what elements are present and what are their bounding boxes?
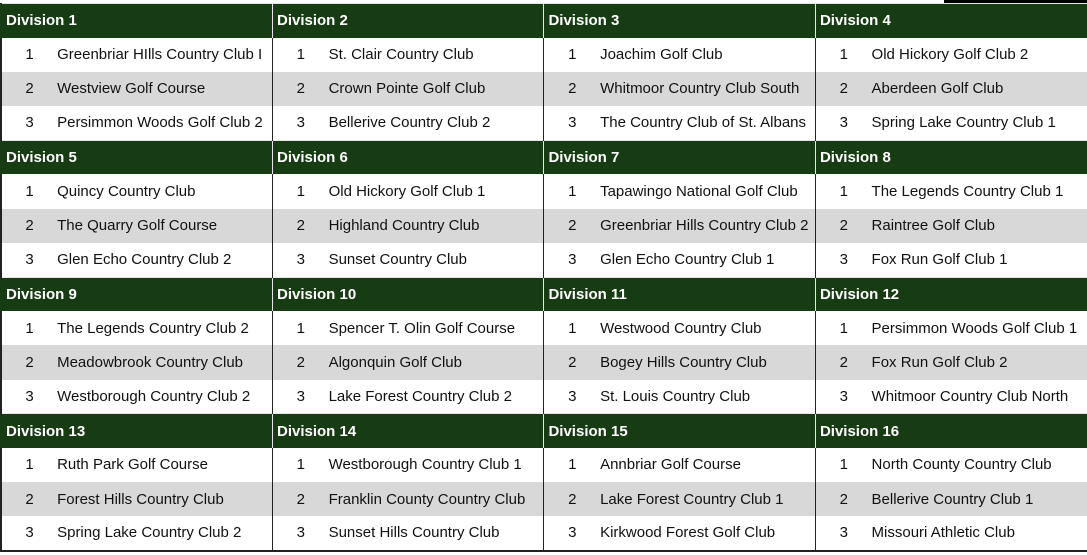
division-title: Division 9 <box>1 277 272 311</box>
rank-cell: 2 <box>815 345 868 379</box>
club-cell: Aberdeen Golf Club <box>869 72 1087 106</box>
rank-cell: 1 <box>544 311 597 345</box>
club-cell: Highland Country Club <box>326 209 544 243</box>
division-header-row <box>1 414 1087 448</box>
club-cell: Bogey Hills Country Club <box>597 345 815 379</box>
rank-cell: 3 <box>544 243 597 277</box>
division-title: Division 10 <box>272 277 543 311</box>
club-cell: Greenbriar Hills Country Club 2 <box>597 209 815 243</box>
club-cell: Greenbriar HIlls Country Club I <box>57 46 263 64</box>
rank-cell: 2 <box>272 482 325 516</box>
rank-cell: 3 <box>272 243 325 277</box>
club-cell: Spring Lake Country Club 2 <box>54 516 272 550</box>
division-header-row <box>1 277 1087 311</box>
club-cell: Bellerive Country Club 1 <box>869 482 1087 516</box>
club-cell: Quincy Country Club <box>57 182 196 200</box>
rank-cell: 3 <box>544 106 597 140</box>
table-row <box>1 174 1087 208</box>
club-cell: Old Hickory Golf Club 2 <box>871 46 1029 64</box>
club-cell: Westview Golf Course <box>54 72 272 106</box>
rank-cell: 2 <box>1 345 54 379</box>
division-title: Division 6 <box>272 140 543 174</box>
rank-cell: 3 <box>272 516 325 550</box>
rank-cell: 1 <box>815 174 868 208</box>
division-header-row <box>1 140 1087 174</box>
club-cell: Sunset Country Club <box>328 251 467 269</box>
rank-cell: 1 <box>544 448 597 482</box>
table-row <box>1 345 1087 379</box>
club-cell: Persimmon Woods Golf Club 1 <box>871 319 1078 337</box>
club-cell: Persimmon Woods Golf Club 2 <box>57 114 263 132</box>
division-title: Division 5 <box>1 140 272 174</box>
club-cell: Bellerive Country Club 2 <box>328 114 491 132</box>
rank-cell: 3 <box>815 243 868 277</box>
rank-cell: 1 <box>272 448 325 482</box>
rank-cell: 1 <box>272 174 325 208</box>
club-cell: North County Country Club <box>871 456 1052 474</box>
table-row <box>1 106 1087 140</box>
rank-cell: 3 <box>272 380 325 414</box>
club-cell: Westwood Country Club <box>600 319 762 337</box>
club-cell: The Country Club of St. Albans <box>600 114 807 132</box>
rank-cell: 3 <box>544 516 597 550</box>
club-cell: Missouri Athletic Club <box>869 516 1087 550</box>
division-title: Division 11 <box>544 277 815 311</box>
club-cell: Glen Echo Country Club 2 <box>57 251 232 269</box>
rank-cell: 1 <box>1 311 54 345</box>
club-cell: Westborough Country Club 2 <box>57 387 251 405</box>
rank-cell: 2 <box>272 345 325 379</box>
club-cell: Spencer T. Olin Golf Course <box>328 319 516 337</box>
rank-cell: 3 <box>815 106 868 140</box>
club-cell: Forest Hills Country Club <box>54 482 272 516</box>
rank-cell: 2 <box>1 482 54 516</box>
rank-cell: 2 <box>1 72 54 106</box>
table-row <box>1 448 1087 482</box>
rank-cell: 1 <box>815 38 868 72</box>
club-cell: St. Clair Country Club <box>328 46 474 64</box>
table-row <box>1 38 1087 72</box>
club-cell: Franklin County Country Club <box>326 482 544 516</box>
rank-cell: 1 <box>815 448 868 482</box>
rank-cell: 2 <box>544 345 597 379</box>
club-cell: Whitmoor Country Club South <box>597 72 815 106</box>
rank-cell: 3 <box>1 243 54 277</box>
division-title: Division 3 <box>544 4 815 38</box>
rank-cell: 3 <box>1 106 54 140</box>
club-cell: Raintree Golf Club <box>869 209 1087 243</box>
club-cell: Spring Lake Country Club 1 <box>871 114 1056 132</box>
rank-cell: 1 <box>272 38 325 72</box>
rank-cell: 2 <box>272 209 325 243</box>
division-title: Division 7 <box>544 140 815 174</box>
division-header-row <box>1 4 1087 38</box>
club-cell: Glen Echo Country Club 1 <box>600 251 775 269</box>
club-cell: Lake Forest Country Club 2 <box>328 387 512 405</box>
rank-cell: 2 <box>815 482 868 516</box>
division-title: Division 4 <box>815 4 1087 38</box>
rank-cell: 1 <box>272 311 325 345</box>
club-cell: Ruth Park Golf Course <box>57 456 208 474</box>
table-row <box>1 516 1087 550</box>
rank-cell: 1 <box>1 38 54 72</box>
table-row <box>1 311 1087 345</box>
rank-cell: 2 <box>544 482 597 516</box>
rank-cell: 3 <box>272 106 325 140</box>
club-cell: Meadowbrook Country Club <box>54 345 272 379</box>
rank-cell: 3 <box>1 380 54 414</box>
division-title: Division 13 <box>1 414 272 448</box>
rank-cell: 3 <box>815 516 868 550</box>
rank-cell: 1 <box>544 174 597 208</box>
division-title: Division 16 <box>815 414 1087 448</box>
club-cell: Annbriar Golf Course <box>600 456 741 474</box>
club-cell: Whitmoor Country Club North <box>871 387 1069 405</box>
club-cell: Joachim Golf Club <box>600 46 723 64</box>
rank-cell: 3 <box>1 516 54 550</box>
club-cell: The Legends Country Club 1 <box>871 182 1064 200</box>
club-cell: The Quarry Golf Course <box>54 209 272 243</box>
division-title: Division 15 <box>544 414 815 448</box>
club-cell: Tapawingo National Golf Club <box>600 182 798 200</box>
club-cell: Westborough Country Club 1 <box>328 456 522 474</box>
division-title: Division 14 <box>272 414 543 448</box>
rank-cell: 2 <box>544 72 597 106</box>
club-cell: St. Louis Country Club <box>600 387 751 405</box>
rank-cell: 1 <box>1 174 54 208</box>
club-cell: Sunset Hills Country Club <box>326 516 544 550</box>
club-cell: The Legends Country Club 2 <box>57 319 249 337</box>
table-row <box>1 243 1087 277</box>
table-row <box>1 72 1087 106</box>
division-title: Division 8 <box>815 140 1087 174</box>
rank-cell: 3 <box>815 380 868 414</box>
rank-cell: 3 <box>544 380 597 414</box>
rank-cell: 2 <box>1 209 54 243</box>
club-cell: Fox Run Golf Club 1 <box>871 251 1008 269</box>
club-cell: Kirkwood Forest Golf Club <box>597 516 815 550</box>
division-title: Division 12 <box>815 277 1087 311</box>
club-cell: Old Hickory Golf Club 1 <box>328 182 486 200</box>
club-cell: Fox Run Golf Club 2 <box>869 345 1087 379</box>
rank-cell: 1 <box>1 448 54 482</box>
rank-cell: 1 <box>815 311 868 345</box>
club-cell: Algonquin Golf Club <box>326 345 544 379</box>
table-row <box>1 380 1087 414</box>
division-title: Division 1 <box>1 4 272 38</box>
rank-cell: 2 <box>815 209 868 243</box>
club-cell: Lake Forest Country Club 1 <box>597 482 815 516</box>
rank-cell: 1 <box>544 38 597 72</box>
rank-cell: 2 <box>272 72 325 106</box>
club-cell: Crown Pointe Golf Club <box>326 72 544 106</box>
rank-cell: 2 <box>544 209 597 243</box>
division-title: Division 2 <box>272 4 543 38</box>
divisions-table <box>0 3 1087 552</box>
rank-cell: 2 <box>815 72 868 106</box>
table-row <box>1 209 1087 243</box>
table-row <box>1 482 1087 516</box>
